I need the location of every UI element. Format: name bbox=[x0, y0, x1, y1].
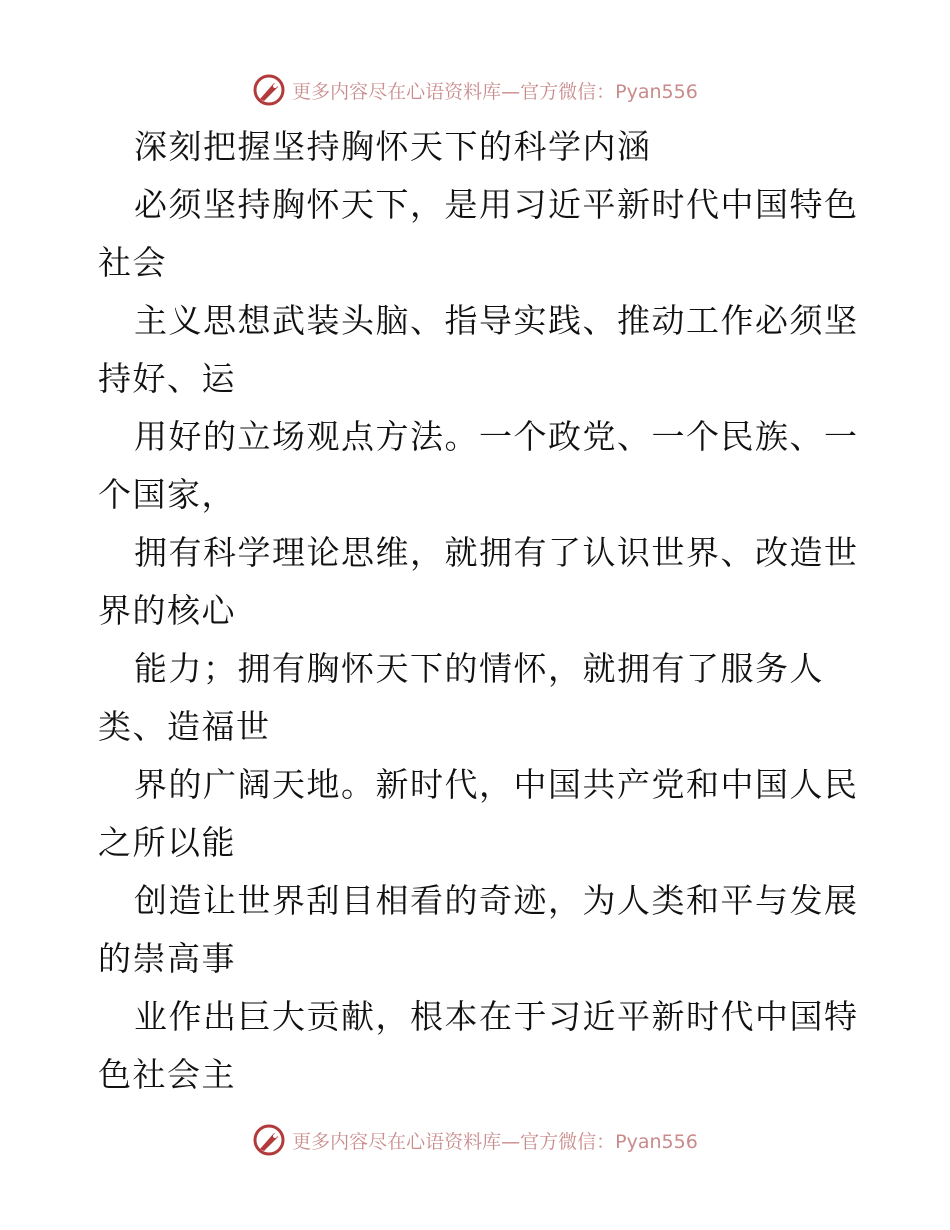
body-text-line: 用好的立场观点方法。一个政党、一个民族、一 bbox=[134, 417, 858, 456]
pen-nib-logo-icon bbox=[252, 1123, 286, 1157]
footer-watermark bbox=[0, 1120, 950, 1160]
body-text-line: 业作出巨大贡献，根本在于习近平新时代中国特 bbox=[134, 997, 858, 1036]
body-text-line: 能力；拥有胸怀天下的情怀，就拥有了服务人 bbox=[134, 649, 824, 688]
body-text-line: 拥有科学理论思维，就拥有了认识世界、改造世 bbox=[134, 533, 858, 572]
body-text-line: 主义思想武装头脑、指导实践、推动工作必须坚 bbox=[134, 301, 858, 340]
body-text-line: 的崇高事 bbox=[98, 939, 236, 978]
document-body bbox=[98, 118, 858, 1104]
header-watermark bbox=[0, 70, 950, 110]
pen-nib-logo-icon bbox=[252, 73, 286, 107]
body-text-line: 类、造福世 bbox=[98, 707, 271, 746]
body-text-line: 之所以能 bbox=[98, 823, 236, 862]
watermark-text: 更多内容尽在心语资料库—官方微信：Pyan556 bbox=[292, 1130, 698, 1153]
body-text-line: 持好、运 bbox=[98, 359, 236, 398]
body-text-line: 深刻把握坚持胸怀天下的科学内涵 bbox=[134, 127, 652, 166]
body-text-line: 个国家， bbox=[98, 475, 236, 514]
body-text-line: 界的广阔天地。新时代，中国共产党和中国人民 bbox=[134, 765, 858, 804]
body-text-line: 色社会主 bbox=[98, 1055, 236, 1094]
body-text-line: 创造让世界刮目相看的奇迹，为人类和平与发展 bbox=[134, 881, 858, 920]
body-text-line: 必须坚持胸怀天下，是用习近平新时代中国特色 bbox=[134, 185, 858, 224]
body-text-line: 界的核心 bbox=[98, 591, 236, 630]
watermark-text: 更多内容尽在心语资料库—官方微信：Pyan556 bbox=[292, 80, 698, 103]
body-text-line: 社会 bbox=[98, 243, 167, 282]
